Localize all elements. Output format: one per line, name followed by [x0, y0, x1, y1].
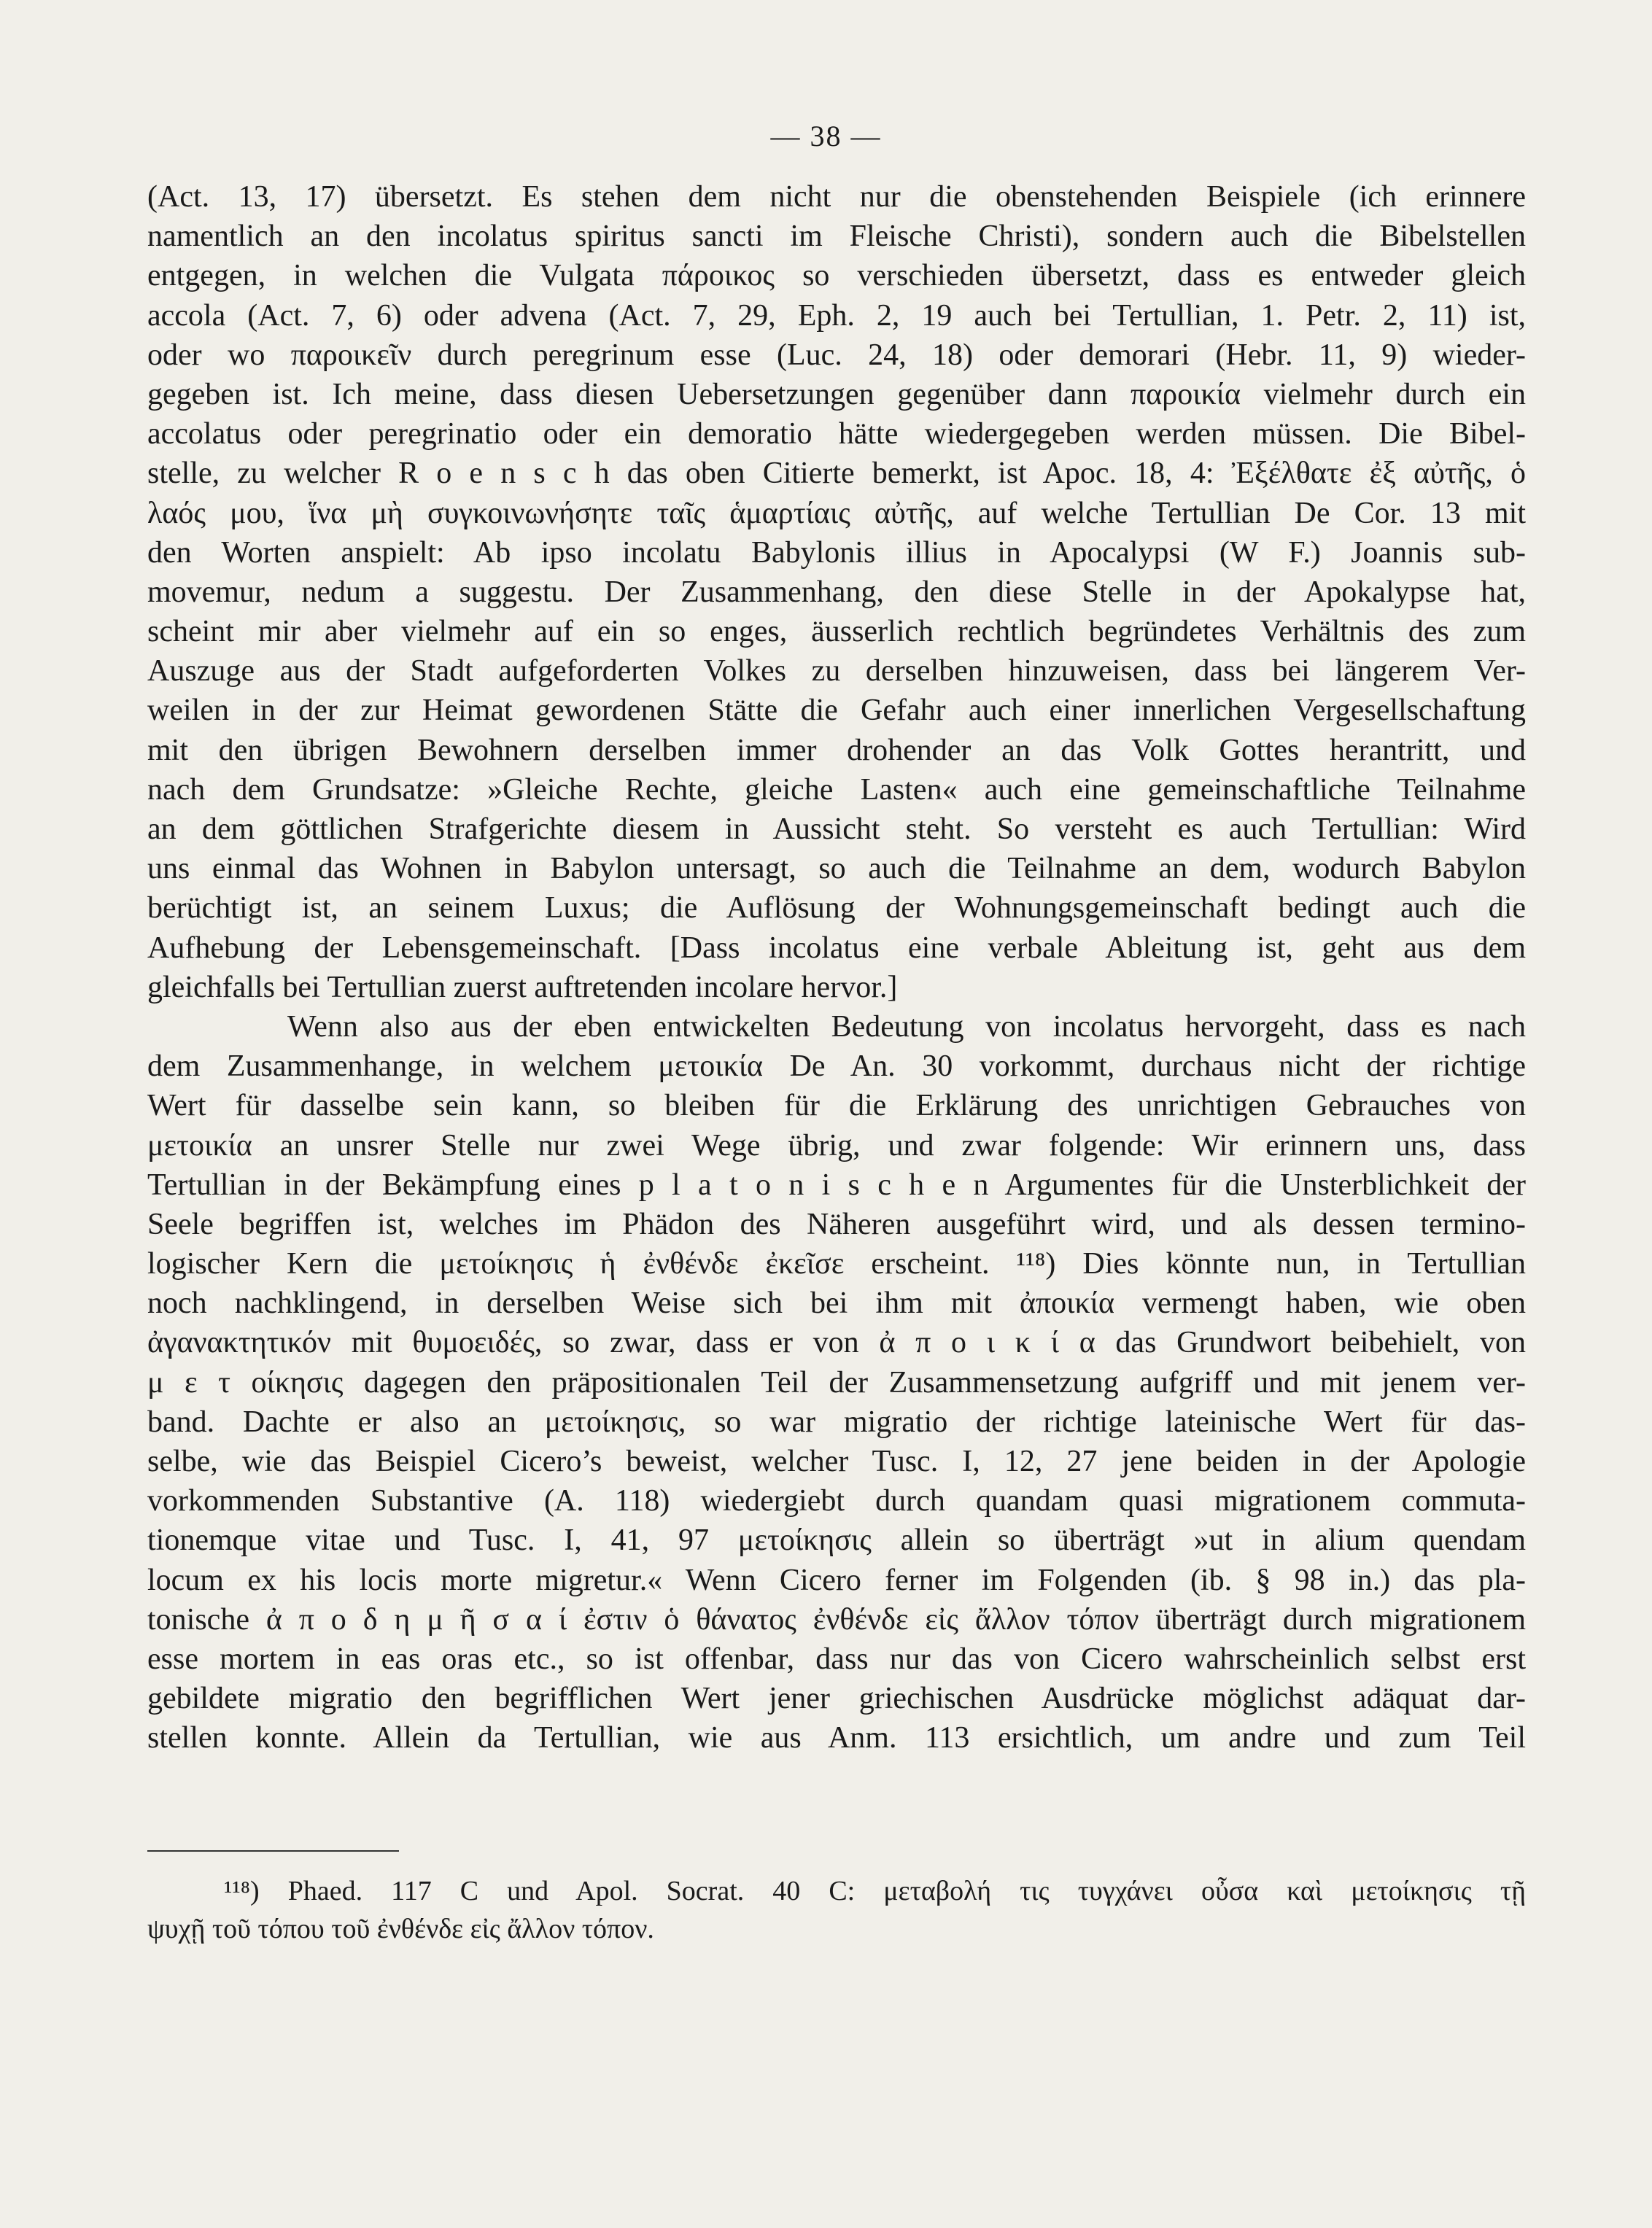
body-line: vorkommenden Substantive (A. 118) wiedergiebt durch quandam quasi migrationem commuta-: [147, 1484, 1526, 1518]
body-line: (Act. 13, 17) übersetzt. Es stehen dem nicht nur die obenstehenden Beispiele (ich erinnere: [147, 180, 1526, 214]
body-line: esse mortem in eas oras etc., so ist offenbar, dass nur das von Cicero wahrscheinlich selbst erst: [147, 1642, 1526, 1676]
paragraph-start-line: Wenn also aus der eben entwickelten Bedeutung von incolatus hervorgeht, dass es nach: [287, 1009, 1526, 1044]
body-line: noch nachklingend, in derselben Weise sich bei ihm mit ἀποικία vermengt haben, wie oben: [147, 1286, 1526, 1321]
body-line: μετοικία an unsrer Stelle nur zwei Wege übrig, und zwar folgende: Wir erinnern uns, dass: [147, 1128, 1526, 1162]
body-text: [147, 177, 1526, 1758]
body-line: movemur, nedum a suggestu. Der Zusammenhang, den diese Stelle in der Apokalypse hat,: [147, 575, 1526, 609]
body-line: berüchtigt ist, an seinem Luxus; die Auflösung der Wohnungsgemeinschaft bedingt auch die: [147, 891, 1526, 925]
body-line: Aufhebung der Lebensgemeinschaft. [Dass incolatus eine verbale Ableitung ist, geht aus dem: [147, 931, 1526, 965]
body-line: den Worten anspielt: Ab ipso incolatu Babylonis illius in Apocalypsi (W F.) Joannis sub-: [147, 535, 1526, 570]
body-line: entgegen, in welchen die Vulgata πάροικος so verschieden übersetzt, dass es entweder gleich: [147, 259, 1526, 293]
body-line: Wert für dasselbe sein kann, so bleiben für die Erklärung des unrichtigen Gebrauches von: [147, 1089, 1526, 1123]
body-line: gleichfalls bei Tertullian zuerst auftretenden incolare hervor.]: [147, 970, 898, 1004]
body-line: gegeben ist. Ich meine, dass diesen Uebersetzungen gegenüber dann παροικία vielmehr durch ein: [147, 377, 1526, 411]
footnote-line: ψυχῇ τοῦ τόπου τοῦ ἐνθένδε εἰς ἄλλον τόπον.: [147, 1914, 654, 1944]
body-line: Seele begriffen ist, welches im Phädon des Näheren ausgeführt wird, und als dessen termino-: [147, 1207, 1526, 1241]
body-line: accola (Act. 7, 6) oder advena (Act. 7, 29, Eph. 2, 19 auch bei Tertullian, 1. Petr. 2, 11) ist,: [147, 298, 1526, 333]
body-line: scheint mir aber vielmehr auf ein so enges, äusserlich rechtlich begründetes Verhältnis des zum: [147, 615, 1526, 649]
body-line: selbe, wie das Beispiel Cicero’s beweist, welcher Tusc. I, 12, 27 jene beiden in der Apologie: [147, 1445, 1526, 1478]
body-line: logischer Kern die μετοίκησις ἡ ἐνθένδε ἐκεῖσε erscheint. ¹¹⁸) Dies könnte nun, in Tertullian: [147, 1247, 1526, 1281]
body-line: stelle, zu welcher R o e n s c h das oben Citierte bemerkt, ist Apoc. 18, 4: Ἐξέλθατε ἐξ αὐτῆς, ὁ: [147, 457, 1526, 491]
body-line: μ ε τ οίκησις dagegen den präpositionalen Teil der Zusammensetzung aufgriff und mit jenem ver-: [147, 1365, 1526, 1400]
footnotes: [147, 1872, 1526, 1948]
footnote-rule: [147, 1850, 399, 1852]
body-line: oder wo παροικεῖν durch peregrinum esse (Luc. 24, 18) oder demorari (Hebr. 11, 9) wieder-: [147, 338, 1526, 372]
body-line: Auszuge aus der Stadt aufgeforderten Volkes zu derselben hinzuweisen, dass bei längerem Ver-: [147, 654, 1526, 688]
body-line: weilen in der zur Heimat gewordenen Stätte die Gefahr auch einer innerlichen Vergesellschaftung: [147, 694, 1526, 728]
body-line: tionemque vitae und Tusc. I, 41, 97 μετοίκησις allein so überträgt »ut in alium quendam: [147, 1523, 1526, 1558]
body-line: tonische ἀ π ο δ η μ ῆ σ α ί ἐστιν ὁ θάνατος ἐνθένδε εἰς ἄλλον τόπον überträgt durch migrationem: [147, 1602, 1526, 1637]
body-line: namentlich an den incolatus spiritus sancti im Fleische Christi), sondern auch die Bibelstellen: [147, 220, 1526, 254]
body-line: band. Dachte er also an μετοίκησις, so war migratio der richtige lateinische Wert für das-: [147, 1405, 1526, 1439]
body-line: mit den übrigen Bewohnern derselben immer drohender an das Volk Gottes herantritt, und: [147, 733, 1526, 767]
body-line: stellen konnte. Allein da Tertullian, wie aus Anm. 113 ersichtlich, um andre und zum Teil: [147, 1721, 1526, 1755]
body-line: nach dem Grundsatze: »Gleiche Rechte, gleiche Lasten« auch eine gemeinschaftliche Teilnahme: [147, 772, 1526, 807]
body-line: uns einmal das Wohnen in Babylon untersagt, so auch die Teilnahme an dem, wodurch Babylon: [147, 852, 1526, 886]
body-line: λαός μου, ἵνα μὴ συγκοινωνήσητε ταῖς ἁμαρτίαις αὐτῆς, auf welche Tertullian De Cor. 13 mit: [147, 496, 1526, 530]
body-line: locum ex his locis morte migretur.« Wenn Cicero ferner im Folgenden (ib. § 98 in.) das pla-: [147, 1563, 1526, 1597]
page-number: — 38 —: [770, 120, 882, 152]
footnote-line: ¹¹⁸) Phaed. 117 C und Apol. Socrat. 40 C: μεταβολή τις τυγχάνει οὖσα καὶ μετοίκησις τῇ: [224, 1876, 1526, 1906]
body-line: Tertullian in der Bekämpfung eines p l a t o n i s c h e n Argumentes für die Unsterblichkeit der: [147, 1168, 1526, 1202]
body-line: gebildete migratio den begrifflichen Wert jener griechischen Ausdrücke möglichst adäquat dar-: [147, 1682, 1526, 1716]
body-line: accolatus oder peregrinatio oder ein demoratio hätte wiedergegeben werden müssen. Die Bibel-: [147, 417, 1526, 451]
body-line: dem Zusammenhange, in welchem μετοικία De An. 30 vorkommt, durchaus nicht der richtige: [147, 1049, 1526, 1084]
body-line: ἀγανακτητικόν mit θυμοειδές, so zwar, dass er von ἀ π ο ι κ ί α das Grundwort beibehielt, von: [147, 1326, 1526, 1360]
body-line: an dem göttlichen Strafgerichte diesem in Aussicht steht. So versteht es auch Tertullian: Wird: [147, 812, 1526, 846]
